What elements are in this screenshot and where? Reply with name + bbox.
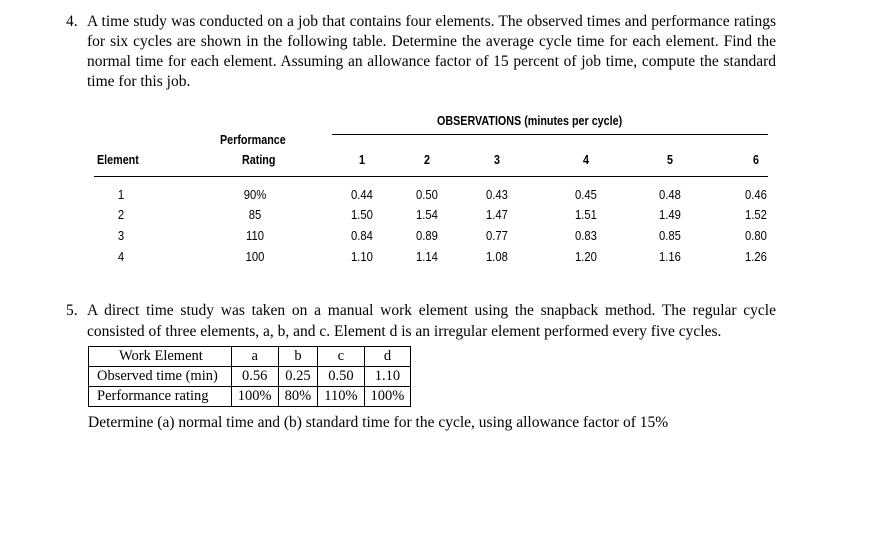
element-d: d: [364, 347, 411, 367]
snapback-table: [88, 346, 411, 407]
rating-d: 100%: [364, 387, 411, 407]
observation-cell: 0.84: [351, 229, 373, 243]
cycle-header-1: 1: [359, 153, 365, 167]
snapback-header-row: [89, 347, 411, 367]
observation-cell: 0.89: [416, 229, 438, 243]
observation-cell: 1.54: [416, 208, 438, 222]
rating-a: 100%: [231, 387, 278, 407]
observation-cell: 1.20: [575, 250, 597, 264]
observation-cell: 0.80: [745, 229, 767, 243]
observation-cell: 1.49: [659, 208, 681, 222]
element-c: c: [318, 347, 364, 367]
group-header-rule: [332, 134, 768, 135]
cycle-header-6: 6: [753, 153, 759, 167]
observation-cell: 1.16: [659, 250, 681, 264]
observations-group-header: OBSERVATIONS (minutes per cycle): [437, 114, 623, 128]
performance-rating: 110: [246, 229, 264, 243]
observed-time-row: [89, 367, 411, 387]
element-b: b: [278, 347, 318, 367]
cycle-header-4: 4: [583, 153, 589, 167]
observed-time-b: 0.25: [278, 367, 318, 387]
question-4-number: 4.: [66, 13, 78, 30]
performance-rating: 85: [248, 208, 262, 222]
question-4-text: A time study was conducted on a job that contains four elements. The observed times and performance ratings for six cycles are shown in the following table. Determine the average cycle time for each element. Find the normal time for each element. Assuming an allowance factor of 15 percent of job time, compute the standard time for this job.: [87, 13, 776, 90]
observation-cell: 1.08: [486, 250, 508, 264]
col-rating-line1: Performance: [220, 133, 286, 147]
performance-rating: 100: [245, 250, 265, 264]
observation-cell: 0.48: [659, 188, 681, 202]
col-rating-line2: Rating: [242, 153, 276, 167]
observation-cell: 0.77: [486, 229, 508, 243]
observed-time-c: 0.50: [318, 367, 364, 387]
observation-cell: 0.44: [351, 188, 373, 202]
col-element-header: Element: [97, 153, 139, 167]
observed-time-d: 1.10: [364, 367, 411, 387]
performance-rating-row: [89, 387, 411, 407]
observation-cell: 1.10: [351, 250, 373, 264]
observation-cell: 1.26: [745, 250, 767, 264]
question-5-text: A direct time study was taken on a manual work element using the snapback method. The regular cycle consisted of three elements, a, b, and c. Element d is an irregular element performed every five cycles.: [87, 302, 776, 340]
rating-c: 110%: [318, 387, 364, 407]
observation-cell: 1.47: [486, 208, 508, 222]
element-number: 2: [117, 208, 125, 222]
performance-rating-label: Performance rating: [89, 387, 232, 407]
work-element-label: Work Element: [89, 347, 232, 367]
observation-cell: 0.43: [486, 188, 508, 202]
element-number: 3: [117, 229, 125, 243]
cycle-header-3: 3: [494, 153, 500, 167]
rating-b: 80%: [278, 387, 318, 407]
question-5: [66, 300, 776, 342]
observation-cell: 0.46: [745, 188, 767, 202]
header-bottom-rule: [94, 176, 768, 177]
performance-rating: 90%: [243, 188, 267, 202]
cycle-header-2: 2: [424, 153, 430, 167]
observation-cell: 1.51: [575, 208, 597, 222]
observed-time-label: Observed time (min): [89, 367, 232, 387]
question-5-number: 5.: [66, 302, 78, 319]
observed-time-a: 0.56: [231, 367, 278, 387]
observation-cell: 0.83: [575, 229, 597, 243]
observation-cell: 0.50: [416, 188, 438, 202]
element-number: 4: [117, 250, 125, 264]
observation-cell: 1.14: [416, 250, 438, 264]
observation-cell: 0.85: [659, 229, 681, 243]
cycle-header-5: 5: [667, 153, 673, 167]
observation-cell: 1.52: [745, 208, 767, 222]
observation-cell: 1.50: [351, 208, 373, 222]
element-number: 1: [117, 188, 125, 202]
observation-cell: 0.45: [575, 188, 597, 202]
element-a: a: [231, 347, 278, 367]
question-5-instruction: Determine (a) normal time and (b) standard time for the cycle, using allowance factor of 15%: [88, 414, 669, 431]
